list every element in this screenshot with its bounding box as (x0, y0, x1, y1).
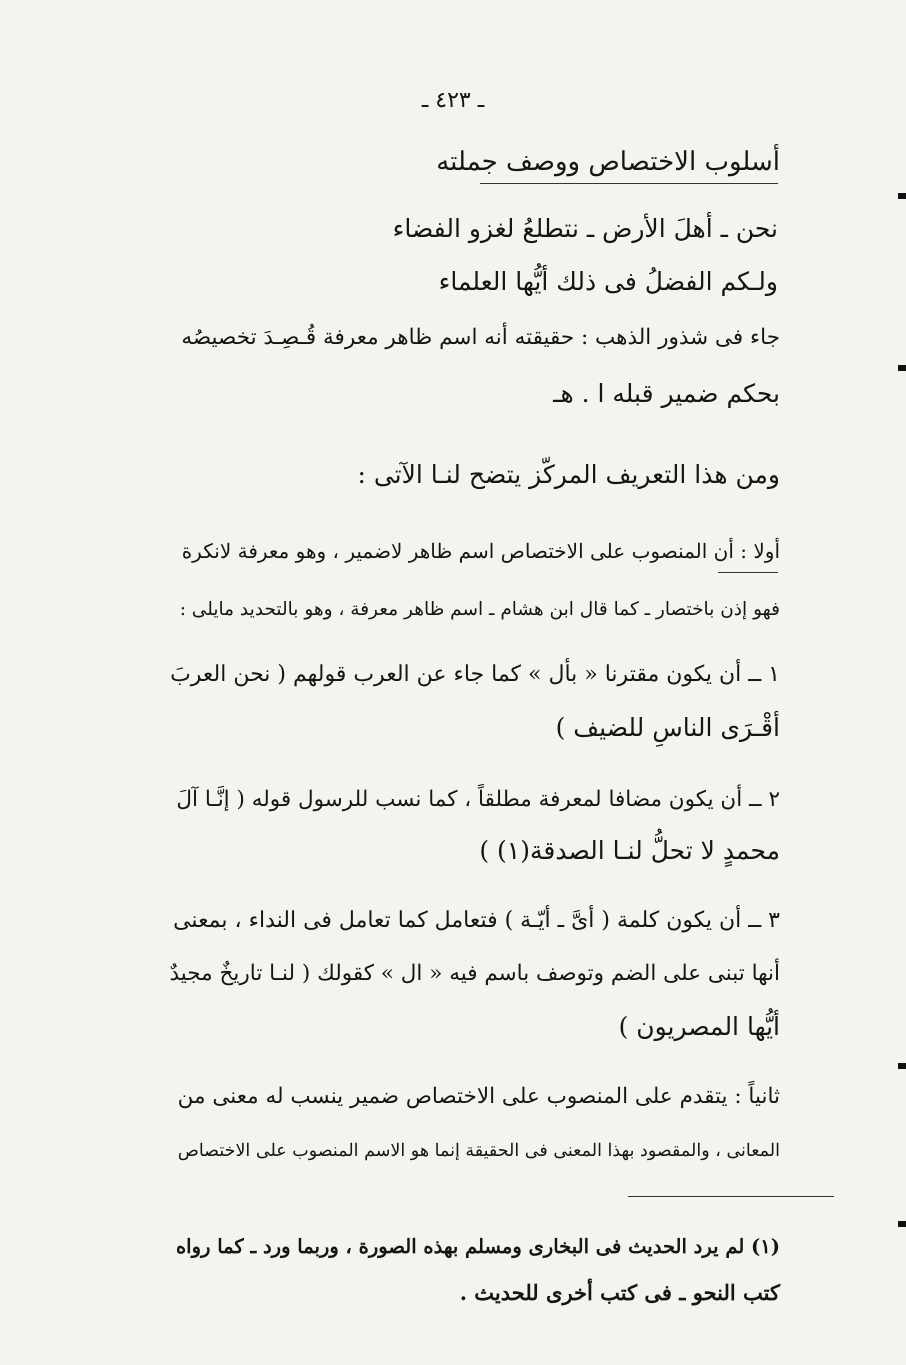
scan-edge-mark (898, 1063, 906, 1069)
heading-underline (480, 183, 778, 184)
section-heading: أسلوب الاختصاص ووصف جملته (436, 147, 780, 177)
item1-line-2: أقْـرَى الناسِ للضيف ) (555, 713, 780, 742)
item1-line-1: ١ ــ أن يكون مقترنا « بأل » كما جاء عن العرب قولهم ( نحن العربَ (170, 662, 780, 687)
second-point-line-2: المعانى ، والمقصود بهذا المعنى فى الحقيقة إنما هو الاسم المنصوب على الاختصاص (177, 1141, 780, 1161)
quote-line-2: بحكم ضمير قبله ا . هـ (553, 379, 780, 408)
first-point-line-1: أولا : أن المنصوب على الاختصاص اسم ظاهر لاضمير ، وهو معرفة لانكرة (181, 539, 780, 563)
item3-line-1: ٣ ــ أن يكون كلمة ( أىَّ ـ أيّـة ) فتعامل كما تعامل فى النداء ، بمعنى (173, 908, 780, 933)
first-point-line-2: فهو إذن باختصار ـ كما قال ابن هشام ـ اسم ظاهر معرفة ، وهو بالتحديد مايلى : (179, 599, 780, 620)
item2-line-2: محمدٍ لا تحلُّ لنـا الصدقة(١) ) (479, 836, 780, 865)
item2-line-1: ٢ ــ أن يكون مضافا لمعرفة مطلقاً ، كما نسب للرسول قوله ( إنَّـا آلَ (176, 787, 780, 812)
footnote-line-2: كتب النحو ـ فى كتب أخرى للحديث . (459, 1280, 780, 1305)
verse-line-2: ولـكم الفضلُ فى ذلك أيُّها العلماء (438, 267, 778, 296)
footnote-line-1: (١) لم يرد الحديث فى البخارى ومسلم بهذه الصورة ، وربما ورد ـ كما رواه (175, 1235, 780, 1258)
second-point-line-1: ثانياً : يتقدم على المنصوب على الاختصاص ضمير ينسب له معنى من (177, 1084, 780, 1109)
scan-edge-mark (898, 1221, 906, 1227)
scan-edge-mark (898, 365, 906, 371)
item3-line-3: أيُّها المصريون ) (618, 1012, 780, 1041)
first-point-underline (718, 572, 778, 573)
quote-line-1: جاء فى شذور الذهب : حقيقته أنه اسم ظاهر معرفة قُـصِـدَ تخصيصُه (181, 325, 780, 350)
footnote-separator (628, 1196, 834, 1197)
page-number: ـ ٤٢٣ ـ (421, 88, 485, 113)
verse-line-1: نحن ـ أهلَ الأرض ـ نتطلعُ لغزو الفضاء (392, 214, 778, 243)
scan-edge-mark (898, 193, 906, 199)
intro-text: ومن هذا التعريف المركّز يتضح لنـا الآتى : (357, 460, 780, 489)
item3-line-2: أنها تبنى على الضم وتوصف باسم فيه « ال » كقولك ( لنـا تاريخٌ مجيدٌ (169, 961, 780, 986)
